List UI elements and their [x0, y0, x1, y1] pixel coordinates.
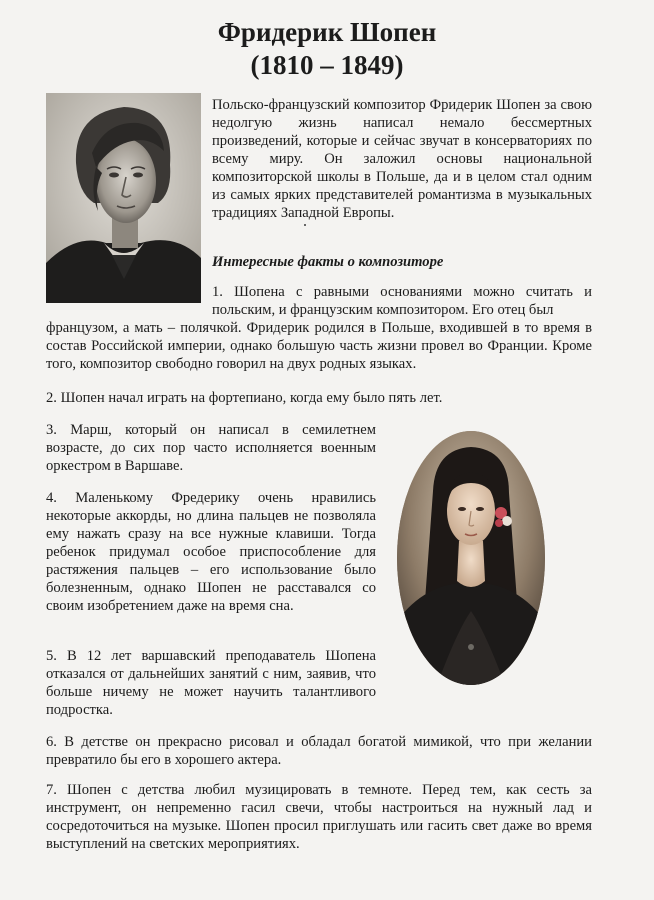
intro-paragraph: Польско-французский композитор Фридерик Шопен за свою недолгую жизнь написал немало бессмертных произведений, которые и сейчас звучат в консерваториях по всему миру. Он заложил основы национальной композиторской школы в Польше, да и в целом стал одним из самых ярких представителей романтизма в музыкальных традициях Западной Европы.	[212, 97, 592, 221]
page-subtitle-years: (1810 – 1849)	[250, 50, 404, 80]
scan-speck	[304, 224, 306, 226]
fact-2-paragraph: 2. Шопен начал играть на фортепиано, когда ему было пять лет.	[46, 390, 443, 406]
fact-3-paragraph: 3. Марш, который он написал в семилетнем возрасте, до сих пор часто исполняется военным оркестром в Варшаве.	[46, 422, 376, 474]
woman-oval-portrait-image	[397, 431, 545, 685]
facts-heading: Интересные факты о композиторе	[212, 254, 444, 270]
chopin-portrait-drawing	[46, 93, 201, 303]
fact-4-paragraph: 4. Маленькому Фредерику очень нравились некоторые аккорды, но длина пальцев не позволяла ему нажать сразу на все нужные клавиши. Тогда ребенок придумал особое приспособление для растяжения пальцев – его использование было болезненным, однако Шопен не расставался со своим изобретением даже на время сна.	[46, 490, 376, 614]
fact-1-paragraph-part1: 1. Шопена с равными основаниями можно считать и польским, и французским композитором. Его отец был	[212, 284, 592, 318]
chopin-portrait-image	[46, 93, 201, 303]
woman-portrait-drawing	[397, 431, 545, 685]
page-title: Фридерик Шопен	[217, 17, 437, 47]
fact-5-paragraph: 5. В 12 лет варшавский преподаватель Шопена отказался от дальнейших занятий с ним, заявив, что больше ничему не может научить талантливого подростка.	[46, 648, 376, 718]
fact-6-paragraph: 6. В детстве он прекрасно рисовал и обладал богатой мимикой, что при желании превратило бы его в хорошего актера.	[46, 734, 592, 768]
fact-1-paragraph-part2: французом, а мать – полячкой. Фридерик родился в Польше, входившей в то время в состав Российской империи, однако большую часть жизни провел во Франции. Кроме того, композитор свободно говорил на двух родных языках.	[46, 320, 592, 372]
fact-7-paragraph: 7. Шопен с детства любил музицировать в темноте. Перед тем, как сесть за инструмент, он непременно гасил свечи, чтобы настроиться на нужный лад и сосредоточиться на музыке. Шопен просил приглушать или гасить свет даже во время выступлений на светских мероприятиях.	[46, 782, 592, 852]
